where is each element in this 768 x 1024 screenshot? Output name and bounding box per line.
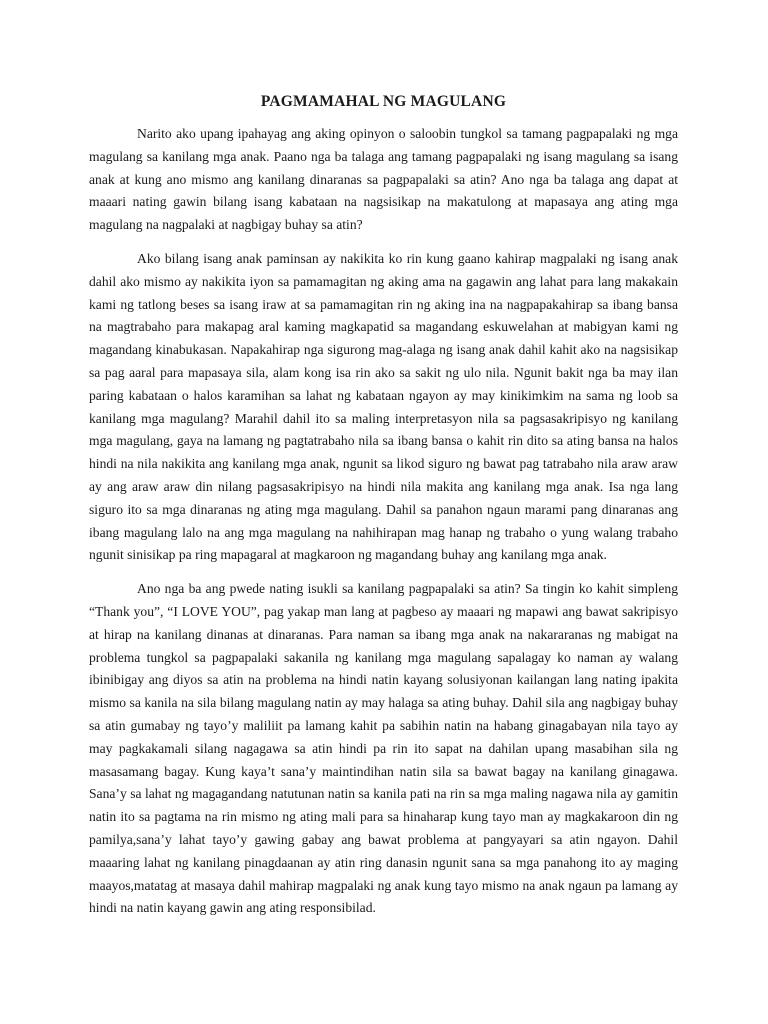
- document-title: PAGMAMAHAL NG MAGULANG: [260, 93, 507, 110]
- document-body: [89, 91, 678, 931]
- paragraph-2: Ako bilang isang anak paminsan ay nakikita ko rin kung gaano kahirap magpalaki ng isang anak dahil ako mismo ay nakikita iyon sa pamamagitan ng aking ama na gagawin ang lahat para lang makakain kami ng tatlong beses sa isang iraw at sa pamamagitan rin ng aking ina na nagpapakahirap sa ibang bansa na magtrabaho para makapag aral kaming magkapatid sa magandang eskuwelahan at mabigyan kami ng magandang kinabukasan. Napakahirap nga sigurong mag-alaga ng isang anak dahil kahit ako na nagsisikap sa pag aaral para mapasaya sila, alam kong isa rin ako sa sakit ng ulo nila. Ngunit bakit nga ba may ilan paring kabataan o halos karamihan sa lahat ng kabataan ngayon ay may kinikimkim na sama ng loob sa kanilang mga magulang? Marahil dahil ito sa maling interpretasyon nila sa pagsasakripisyo ng kanilang mga magulang, gaya na lamang ng pagtatrabaho nila sa ibang bansa o kahit rin dito sa ating bansa na halos hindi na nila nakikita ang kanilang mga anak, ngunit sa likod siguro ng bawat pag tatrabaho nila araw araw ay ang araw araw din nilang pagsasakripisyo na hindi nila makita ang kanilang mga anak. Isa nga lang siguro ito sa mga dinaranas ng ating mga magulang. Dahil sa panahon ngaun marami pang dinaranas ang ibang magulang lalo na ang mga magulang na nahihirapan mag hanap ng trabaho o yung walang trabaho ngunit sinisikap pa ring mapagaral at magkaroon ng magandang buhay ang kanilang mga anak.: [89, 250, 678, 563]
- paragraph-1: Narito ako upang ipahayag ang aking opinyon o saloobin tungkol sa tamang pagpapalaki ng mga magulang sa kanilang mga anak. Paano nga ba talaga ang tamang pagpapalaki ng isang magulang sa isang anak at kung ano mismo ang kanilang dinaranas sa pagpapalaki sa atin? Ano nga ba talaga ang dapat at maaari nating gawin bilang isang kabataan na nagsisikap na makatulong at mapasaya ang ating mga magulang na nagpalaki at nagbigay buhay sa atin?: [89, 126, 678, 233]
- paragraph-3: Ano nga ba ang pwede nating isukli sa kanilang pagpapalaki sa atin? Sa tingin ko kahit simpleng “Thank you”, “I LOVE YOU”, pag yakap man lang at pagbeso ay maaari ng mapawi ang bawat sakripisyo at hirap na kanilang dinanas at dinaranas. Para naman sa ibang mga anak na nakararanas ng mabigat na problema tungkol sa pagpapalaki sakanila ng kanilang mga magulang sapalagay ko naman ay walang ibinibigay ang diyos sa atin na problema na hindi natin kayang solusiyonan kailangan lang nating ipakita mismo sa kanila na sila bilang magulang natin ay may halaga sa ating buhay. Dahil sila ang nagbigay buhay sa atin gumabay ng tayo’y maliliit pa lamang kahit pa sabihin natin na habang ginagabayan nila tayo ay may pagkakamali silang nagagawa sa atin hindi pa rin ito sapat na dahilan upang masabihan sila ng masasamang bagay. Kung kaya’t sana’y maintindihan natin sila sa bawat bagay na kanilang ginagawa. Sana’y sa lahat ng magagandang natutunan natin sa kanila pati na rin sa mga maling nagawa nila ay gamitin natin ito sa pagtama na rin mismo ng ating mali para sa hinaharap kung tayo man ay magkakaroon din ng pamilya,sana’y lahat tayo’y gawing gabay ang bawat problema at pangyayari sa atin ngayon. Dahil maaaring lahat ng kanilang pinagdaanan ay atin ring danasin ngunit sana sa mga panahong ito ay maging maayos,matatag at masaya dahil mahirap magpalaki ng anak kung tayo mismo na anak ngaun pa lamang ay hindi na natin kayang gawin ang ating responsibilad.: [89, 581, 678, 916]
